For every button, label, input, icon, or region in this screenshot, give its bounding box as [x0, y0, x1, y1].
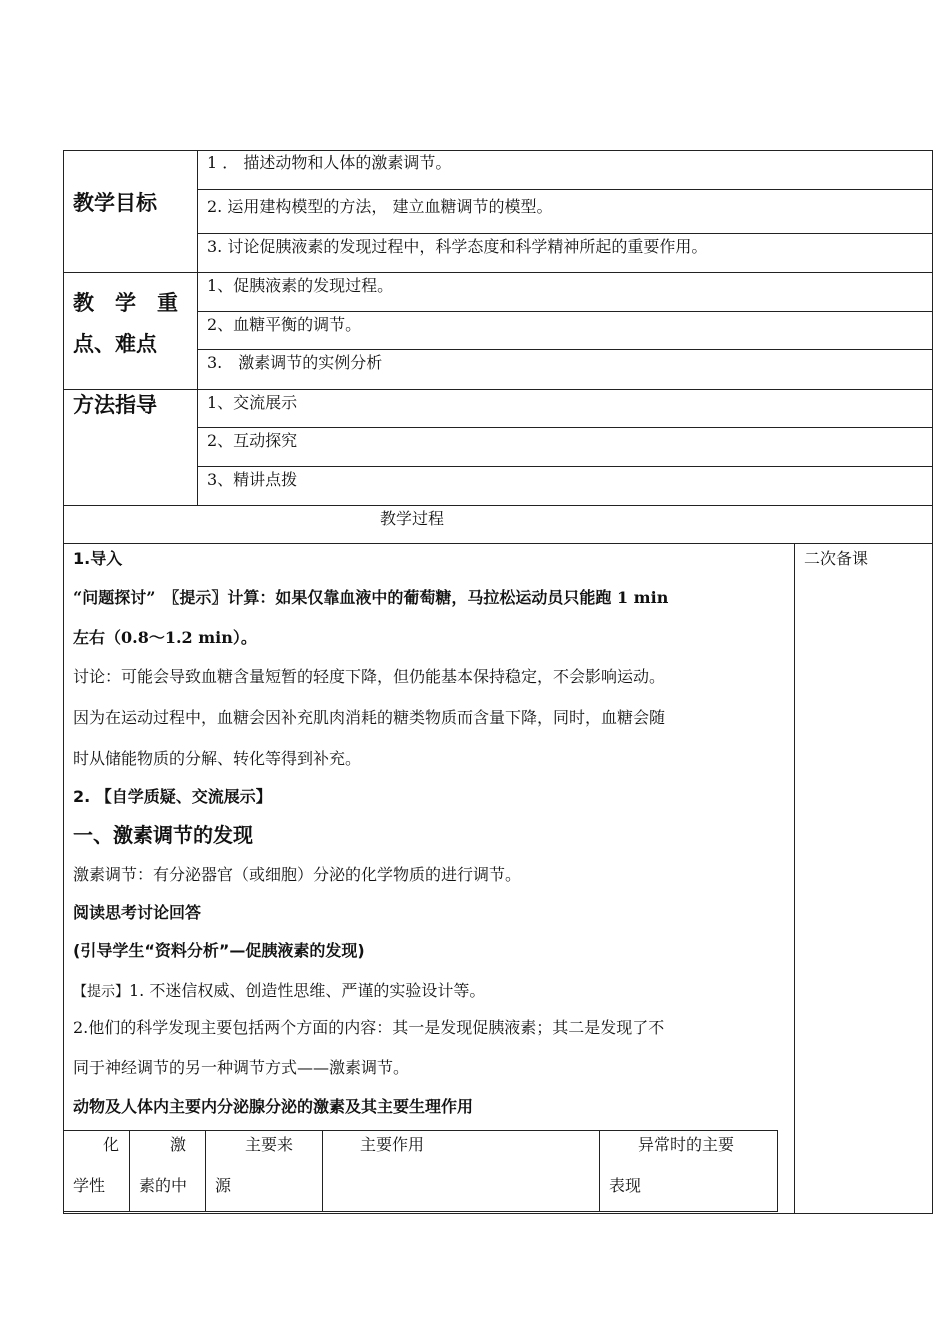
discussion-line-1: 讨论：可能会导致血糖含量短暂的轻度下降，但仍能基本保持稳定，不会影响运动。 — [73, 667, 666, 686]
hint-bracket: 【提示】 — [73, 984, 129, 1000]
discussion-line-2: 因为在运动过程中，血糖会因补充肌肉消耗的糖类物质而含量下降，同时，血糖会随 — [73, 708, 666, 727]
methods-label: 方法指导 — [73, 393, 157, 417]
table-heading: 动物及人体内主要内分泌腺分泌的激素及其主要生理作用 — [73, 1097, 474, 1116]
inner-col2-line1: 激 — [170, 1135, 187, 1154]
key-point-item-3: 3. 激素调节的实例分析 — [207, 353, 383, 372]
objectives-label: 教学目标 — [73, 191, 157, 215]
intro-heading: 1.导入 — [73, 549, 123, 568]
problem-line-2: 左右（0.8～1.2 min）。 — [73, 628, 257, 647]
process-title: 教学过程 — [380, 509, 445, 528]
inner-col4-header: 主要作用 — [360, 1135, 425, 1154]
objective-item-2: 2. 运用建构模型的方法， 建立血糖调节的模型。 — [207, 197, 553, 216]
key-points-label-line2: 点、难点 — [73, 332, 157, 356]
inner-col1-line1: 化 — [103, 1135, 120, 1154]
hint-line — [73, 981, 485, 1002]
key-point-item-2: 2、血糖平衡的调节。 — [207, 315, 362, 334]
point-2-line-1: 2.他们的科学发现主要包括两个方面的内容：其一是发现促胰液素；其二是发现了不 — [73, 1018, 665, 1037]
method-item-3: 3、精讲点拨 — [207, 470, 298, 489]
discussion-line-3: 时从储能物质的分解、转化等得到补充。 — [73, 749, 362, 768]
objective-item-3: 3. 讨论促胰液素的发现过程中，科学态度和科学精神所起的重要作用。 — [207, 237, 708, 256]
inner-col3-line2: 源 — [215, 1176, 232, 1195]
section-2-heading: 2. 【自学质疑、交流展示】 — [73, 787, 272, 806]
definition-text: 激素调节：有分泌器官（或细胞）分泌的化学物质的进行调节。 — [73, 865, 522, 884]
guide-heading: (引导学生“资料分析”—促胰液素的发现) — [73, 941, 365, 960]
inner-col1-line2: 学性 — [73, 1176, 106, 1195]
inner-col5-line1: 异常时的主要 — [638, 1135, 735, 1154]
problem-line-1: “问题探讨” 〖提示〗计算：如果仅靠血液中的葡萄糖，马拉松运动员只能跑 1 min — [73, 588, 669, 607]
key-point-item-1: 1、促胰液素的发现过程。 — [207, 276, 394, 295]
side-note-label: 二次备课 — [804, 549, 869, 568]
method-item-1: 1、交流展示 — [207, 393, 298, 412]
inner-col2-line2: 素的中 — [139, 1176, 188, 1195]
key-points-label-line1: 教 学 重 — [73, 291, 178, 315]
chapter-title: 一、激素调节的发现 — [73, 823, 253, 847]
objective-item-1: 1 ． 描述动物和人体的激素调节。 — [207, 153, 452, 172]
reading-heading: 阅读思考讨论回答 — [73, 903, 202, 922]
inner-col3-line1: 主要来 — [245, 1135, 294, 1154]
hint-text: 1. 不迷信权威、创造性思维、严谨的实验设计等。 — [129, 981, 486, 1000]
method-item-2: 2、互动探究 — [207, 431, 298, 450]
inner-col5-line2: 表现 — [609, 1176, 642, 1195]
point-2-line-2: 同于神经调节的另一种调节方式——激素调节。 — [73, 1058, 410, 1077]
